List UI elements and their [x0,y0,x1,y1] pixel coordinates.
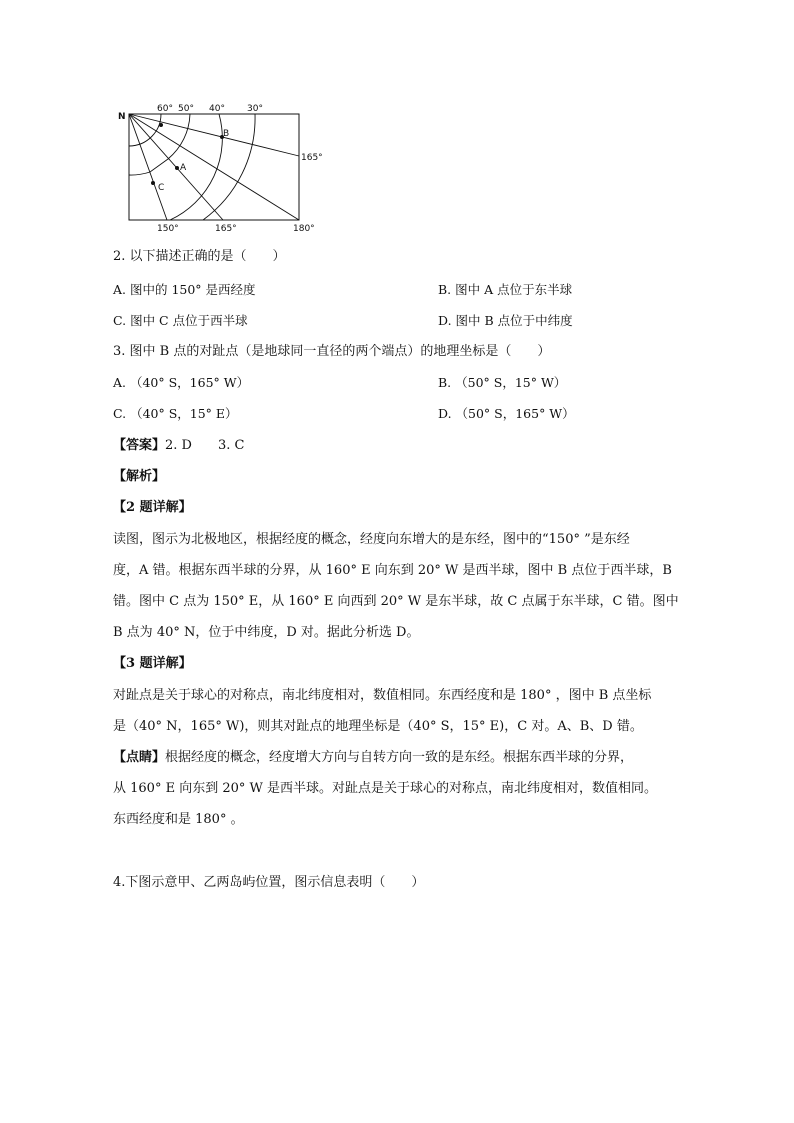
meridian-150 [129,114,167,220]
point-lat60-marker [159,123,163,127]
q2-detail-line: 度，A 错。根据东西半球的分界，从 160° E 向东到 20° W 是西半球，图中 B 点位于西半球，B [113,563,672,578]
question-3-stem: 3. 图中 B 点的对趾点（是地球同一直径的两个端点）的地理坐标是（ ） [113,344,551,359]
answer-line [113,436,244,456]
question-3-option-a: A. （40° S，165° W） [113,375,250,390]
lon-label-150: 150° [157,224,179,234]
point-a-label: A [180,163,187,173]
question-4-stem: 4.下图示意甲、乙两岛屿位置，图示信息表明（ ） [113,875,425,890]
question-3-option-d: D. （50° S，165° W） [438,406,575,421]
q3-detail-label: 【3 题详解】 [113,656,192,671]
lat-label-50: 50° [178,104,194,114]
lat-label-30: 30° [247,104,263,114]
question-2-option-b: B. 图中 A 点位于东半球 [438,282,573,297]
tip-line [113,748,633,768]
q2-detail-line: B 点为 40° N，位于中纬度，D 对。据此分析选 D。 [113,625,420,640]
lon-label-180: 180° [293,224,315,234]
meridian-180 [129,114,299,220]
tip-text: 根据经度的概念，经度增大方向与自转方向一致的是东经。根据东西半球的分界， [165,750,634,765]
tip-line: 从 160° E 向东到 20° W 是西半球。对趾点是关于球心的对称点，南北纬度相对，数值相同。 [113,781,658,796]
q3-detail-line: 对趾点是关于球心的对称点，南北纬度相对，数值相同。东西经度和是 180° ，图中 B 点坐标 [113,688,652,703]
question-2-option-c: C. 图中 C 点位于西半球 [113,313,248,328]
answer-label: 【答案】 [113,438,166,453]
right-lon-label: 165° [301,153,323,163]
q2-detail-line: 读图，图示为北极地区，根据经度的概念，经度向东增大的是东经，图中的“150° ”是东经 [113,532,630,547]
question-2-option-a: A. 图中的 150° 是西经度 [113,282,256,297]
pole-label: N [118,112,126,122]
answer-text: 2. D 3. C [165,438,245,453]
q2-detail-label: 【2 题详解】 [113,500,192,515]
point-c-marker [151,181,155,185]
tip-label: 【点睛】 [113,750,166,765]
point-b-label: B [223,129,230,139]
meridian-165-right [129,114,299,156]
lat-label-60: 60° [157,104,173,114]
analysis-label: 【解析】 [113,469,166,484]
lon-label-165: 165° [215,224,237,234]
point-a-marker [175,166,179,170]
point-c-label: C [158,183,165,193]
q3-detail-line: 是（40° N，165° W)，则其对趾点的地理坐标是（40° S，15° E)，C 对。A、B、D 错。 [113,719,643,734]
question-2-stem: 2. 以下描述正确的是（ ） [113,249,286,264]
question-2-option-d: D. 图中 B 点位于中纬度 [438,313,573,328]
tip-line: 东西经度和是 180° 。 [113,812,244,827]
q2-detail-line: 错。图中 C 点为 150° E，从 160° E 向西到 20° W 是东半球，故 C 点属于东半球，C 错。图中 [113,594,679,609]
polar-map-figure [115,100,345,240]
question-3-option-c: C. （40° S，15° E） [113,406,238,421]
lat-label-40: 40° [209,104,225,114]
question-3-option-b: B. （50° S，15° W） [438,375,567,390]
